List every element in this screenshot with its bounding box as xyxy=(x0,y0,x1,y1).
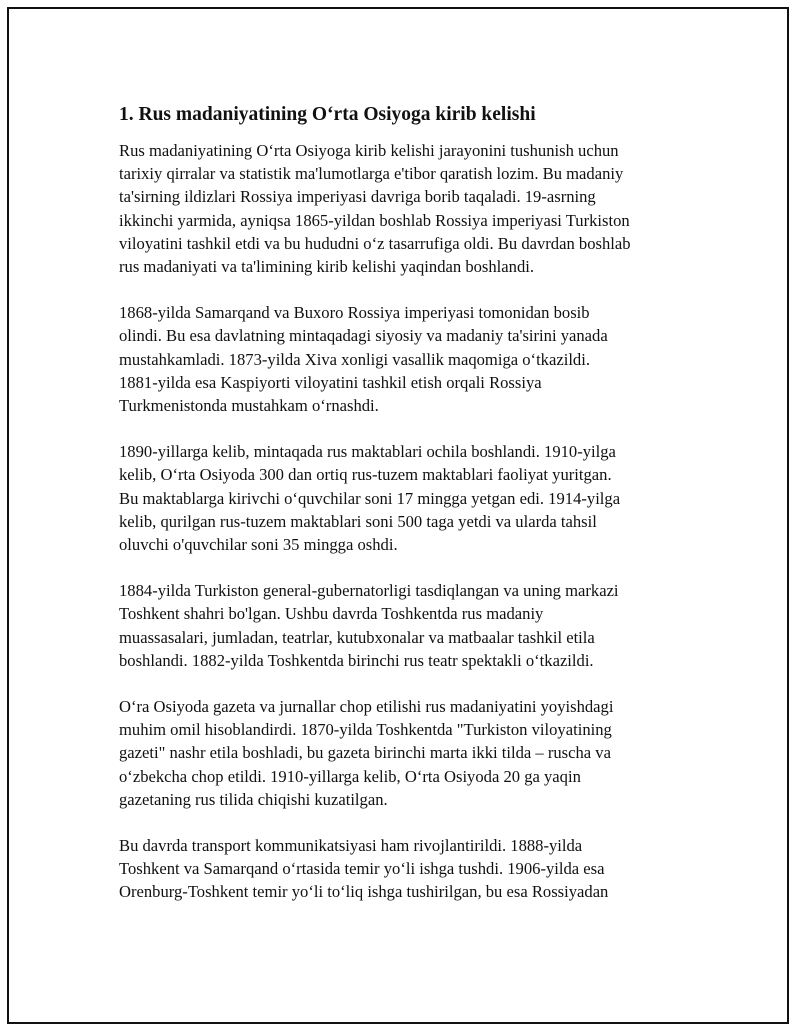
text-line: o‘zbekcha chop etildi. 1910-yillarga kelib, O‘rta Osiyoda 20 ga yaqin xyxy=(119,766,581,786)
paragraph xyxy=(119,579,699,672)
paragraph xyxy=(119,139,699,278)
section-heading: 1. Rus madaniyatining O‘rta Osiyoga kirib kelishi xyxy=(119,104,536,125)
paragraph xyxy=(119,834,699,904)
paragraph xyxy=(119,440,699,556)
paragraph xyxy=(119,301,699,417)
text-line: muassasalari, jumladan, teatrlar, kutubxonalar va matbaalar tashkil etila xyxy=(119,627,595,647)
text-line: Bu davrda transport kommunikatsiyasi ham rivojlantirildi. 1888-yilda xyxy=(119,836,583,856)
text-line: ikkinchi yarmida, ayniqsa 1865-yildan boshlab Rossiya imperiyasi Turkiston xyxy=(119,210,630,230)
page-frame xyxy=(7,7,789,1024)
text-line: Toshkent shahri bo'lgan. Ushbu davrda Toshkentda rus madaniy xyxy=(119,604,544,624)
text-line: boshlandi. 1882-yilda Toshkentda birinchi rus teatr spektakli o‘tkazildi. xyxy=(119,650,594,670)
text-line: 1868-yilda Samarqand va Buxoro Rossiya imperiyasi tomonidan bosib xyxy=(119,303,590,323)
text-line: Bu maktablarga kirivchi o‘quvchilar soni 17 mingga yetgan edi. 1914-yilga xyxy=(119,488,621,508)
text-line: kelib, qurilgan rus-tuzem maktablari soni 500 taga yetdi va ularda tahsil xyxy=(119,511,597,531)
text-line: mustahkamladi. 1873-yilda Xiva xonligi vasallik maqomiga o‘tkazildi. xyxy=(119,349,590,369)
document-body xyxy=(119,101,699,927)
text-line: rus madaniyati va ta'limining kirib kelishi yaqindan boshlandi. xyxy=(119,257,534,277)
text-line: O‘ra Osiyoda gazeta va jurnallar chop etilishi rus madaniyatini yoyishdagi xyxy=(119,697,614,717)
text-line: tarixiy qirralar va statistik ma'lumotlarga e'tibor qaratish lozim. Bu madaniy xyxy=(119,164,624,184)
text-line: muhim omil hisoblandirdi. 1870-yilda Toshkentda "Turkiston viloyatining xyxy=(119,720,612,740)
text-line: Rus madaniyatining O‘rta Osiyoga kirib kelishi jarayonini tushunish uchun xyxy=(119,141,619,160)
text-line: oluvchi o'quvchilar soni 35 mingga oshdi. xyxy=(119,535,398,555)
text-line: Orenburg-Toshkent temir yo‘li to‘liq ishga tushirilgan, bu esa Rossiyadan xyxy=(119,882,609,902)
text-line: Turkmenistonda mustahkam o‘rnashdi. xyxy=(119,396,379,416)
paragraph xyxy=(119,695,699,811)
text-line: 1881-yilda esa Kaspiyorti viloyatini tashkil etish orqali Rossiya xyxy=(119,372,542,392)
text-line: gazetaning rus tilida chiqishi kuzatilgan. xyxy=(119,789,388,809)
text-line: viloyatini tashkil etdi va bu hududni o‘z tasarrufiga oldi. Bu davrdan boshlab xyxy=(119,233,631,253)
paragraph-list xyxy=(119,139,699,904)
text-line: 1884-yilda Turkiston general-gubernatorligi tasdiqlangan va uning markazi xyxy=(119,581,619,601)
text-line: Toshkent va Samarqand o‘rtasida temir yo‘li ishga tushdi. 1906-yilda esa xyxy=(119,859,605,879)
text-line: gazeti" nashr etila boshladi, bu gazeta birinchi marta ikki tilda – ruscha va xyxy=(119,743,611,763)
text-line: 1890-yillarga kelib, mintaqada rus maktablari ochila boshlandi. 1910-yilga xyxy=(119,442,616,462)
text-line: kelib, O‘rta Osiyoda 300 dan ortiq rus-tuzem maktablari faoliyat yuritgan. xyxy=(119,465,612,485)
text-line: ta'sirning ildizlari Rossiya imperiyasi davriga borib taqaladi. 19-asrning xyxy=(119,187,596,207)
text-line: olindi. Bu esa davlatning mintaqadagi siyosiy va madaniy ta'sirini yanada xyxy=(119,326,608,346)
